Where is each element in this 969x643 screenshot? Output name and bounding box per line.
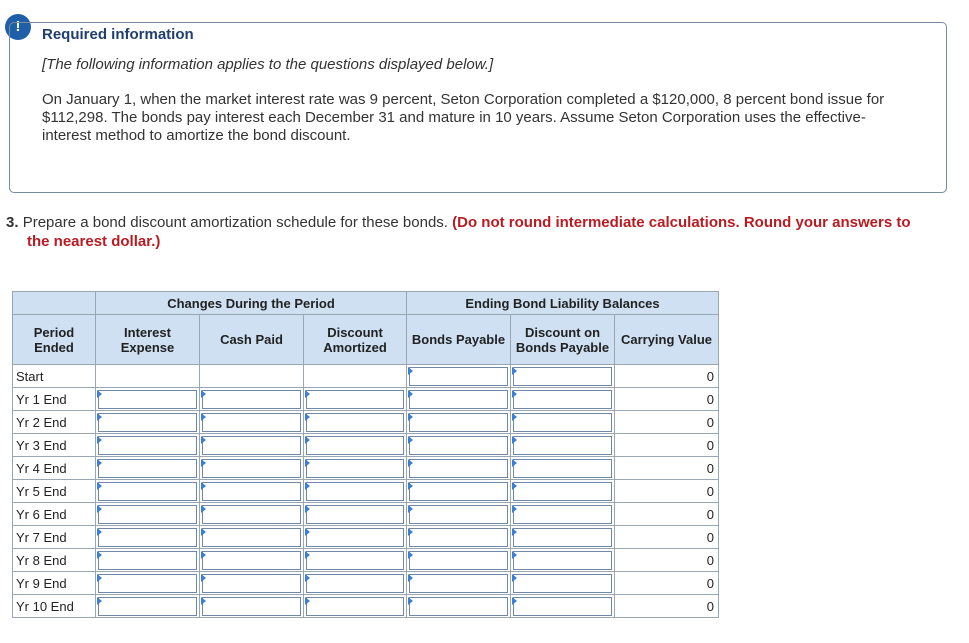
row-label: Yr 5 End — [13, 480, 96, 503]
input-marker-icon — [97, 459, 102, 467]
input-marker-icon — [512, 528, 517, 536]
col-carrying-value: Carrying Value — [615, 315, 719, 365]
question-hint-cont: the nearest dollar.) — [27, 233, 161, 250]
input-cash-paid[interactable] — [202, 413, 301, 432]
input-bonds-payable[interactable] — [409, 505, 508, 524]
input-cash-paid[interactable] — [202, 436, 301, 455]
input-interest-expense[interactable] — [98, 551, 197, 570]
input-marker-icon — [408, 551, 413, 559]
header-group-ending: Ending Bond Liability Balances — [407, 292, 719, 315]
table-row — [13, 595, 719, 618]
question-prompt — [6, 213, 956, 251]
input-marker-icon — [305, 505, 310, 513]
cell-discount-on-bonds-payable — [511, 434, 615, 457]
table-row — [13, 572, 719, 595]
cell-bonds-payable — [407, 595, 511, 618]
input-cash-paid[interactable] — [202, 574, 301, 593]
col-discount-on-bonds-payable: Discount on Bonds Payable — [511, 315, 615, 365]
input-marker-icon — [97, 482, 102, 490]
input-marker-icon — [97, 505, 102, 513]
input-marker-icon — [512, 482, 517, 490]
cell-interest-expense — [96, 388, 200, 411]
cell-discount-amortized — [304, 388, 407, 411]
input-marker-icon — [97, 551, 102, 559]
cell-discount-amortized — [304, 365, 407, 388]
cell-discount-on-bonds-payable — [511, 480, 615, 503]
table-row — [13, 365, 719, 388]
input-bonds-payable[interactable] — [409, 574, 508, 593]
cell-bonds-payable — [407, 503, 511, 526]
input-marker-icon — [97, 413, 102, 421]
cell-bonds-payable — [407, 365, 511, 388]
input-bonds-payable[interactable] — [409, 436, 508, 455]
table-row — [13, 434, 719, 457]
input-discount-amortized[interactable] — [306, 390, 404, 409]
input-marker-icon — [512, 390, 517, 398]
input-bonds-payable[interactable] — [409, 390, 508, 409]
cell-interest-expense — [96, 480, 200, 503]
input-marker-icon — [305, 413, 310, 421]
cell-discount-amortized — [304, 549, 407, 572]
table-row — [13, 457, 719, 480]
input-cash-paid[interactable] — [202, 528, 301, 547]
cell-cash-paid — [200, 457, 304, 480]
input-interest-expense[interactable] — [98, 482, 197, 501]
table-row — [13, 503, 719, 526]
input-marker-icon — [201, 574, 206, 582]
input-marker-icon — [305, 528, 310, 536]
input-interest-expense[interactable] — [98, 413, 197, 432]
input-interest-expense[interactable] — [98, 436, 197, 455]
cell-interest-expense — [96, 365, 200, 388]
input-bonds-payable[interactable] — [409, 367, 508, 386]
input-cash-paid[interactable] — [202, 390, 301, 409]
input-marker-icon — [408, 528, 413, 536]
carrying-value-cell: 0 — [615, 388, 719, 411]
input-discount-on-bonds-payable[interactable] — [513, 574, 612, 593]
input-marker-icon — [305, 459, 310, 467]
input-marker-icon — [305, 436, 310, 444]
row-label: Yr 10 End — [13, 595, 96, 618]
input-interest-expense[interactable] — [98, 459, 197, 478]
input-marker-icon — [201, 413, 206, 421]
cell-cash-paid — [200, 388, 304, 411]
carrying-value-cell: 0 — [615, 365, 719, 388]
cell-cash-paid — [200, 526, 304, 549]
cell-interest-expense — [96, 572, 200, 595]
input-cash-paid[interactable] — [202, 551, 301, 570]
cell-cash-paid — [200, 549, 304, 572]
input-interest-expense[interactable] — [98, 574, 197, 593]
input-marker-icon — [408, 505, 413, 513]
input-marker-icon — [201, 459, 206, 467]
cell-bonds-payable — [407, 549, 511, 572]
cell-discount-on-bonds-payable — [511, 388, 615, 411]
row-label: Yr 1 End — [13, 388, 96, 411]
input-cash-paid[interactable] — [202, 597, 301, 616]
carrying-value-cell: 0 — [615, 480, 719, 503]
carrying-value-cell: 0 — [615, 549, 719, 572]
col-cash-paid: Cash Paid — [200, 315, 304, 365]
input-marker-icon — [97, 574, 102, 582]
cell-discount-amortized — [304, 595, 407, 618]
row-label: Yr 3 End — [13, 434, 96, 457]
cell-discount-amortized — [304, 503, 407, 526]
carrying-value-cell: 0 — [615, 503, 719, 526]
input-marker-icon — [512, 551, 517, 559]
input-marker-icon — [512, 459, 517, 467]
cell-bonds-payable — [407, 572, 511, 595]
input-marker-icon — [201, 597, 206, 605]
carrying-value-cell: 0 — [615, 526, 719, 549]
cell-cash-paid — [200, 434, 304, 457]
row-label: Yr 9 End — [13, 572, 96, 595]
cell-interest-expense — [96, 457, 200, 480]
header-blank — [13, 292, 96, 315]
cell-bonds-payable — [407, 526, 511, 549]
cell-cash-paid — [200, 365, 304, 388]
input-bonds-payable[interactable] — [409, 413, 508, 432]
cell-discount-amortized — [304, 434, 407, 457]
input-marker-icon — [512, 505, 517, 513]
cell-discount-amortized — [304, 526, 407, 549]
cell-interest-expense — [96, 503, 200, 526]
table-row — [13, 480, 719, 503]
cell-cash-paid — [200, 411, 304, 434]
input-bonds-payable[interactable] — [409, 528, 508, 547]
cell-cash-paid — [200, 480, 304, 503]
cell-discount-on-bonds-payable — [511, 595, 615, 618]
input-marker-icon — [512, 574, 517, 582]
cell-cash-paid — [200, 572, 304, 595]
input-interest-expense[interactable] — [98, 390, 197, 409]
input-discount-on-bonds-payable[interactable] — [513, 459, 612, 478]
input-discount-on-bonds-payable[interactable] — [513, 390, 612, 409]
col-period-ended: Period Ended — [13, 315, 96, 365]
cell-discount-on-bonds-payable — [511, 411, 615, 434]
input-cash-paid[interactable] — [202, 505, 301, 524]
input-discount-on-bonds-payable[interactable] — [513, 482, 612, 501]
cell-discount-on-bonds-payable — [511, 457, 615, 480]
input-discount-on-bonds-payable[interactable] — [513, 505, 612, 524]
input-marker-icon — [408, 482, 413, 490]
amortization-schedule-table — [12, 291, 719, 618]
table-row — [13, 388, 719, 411]
cell-discount-on-bonds-payable — [511, 526, 615, 549]
row-label: Yr 2 End — [13, 411, 96, 434]
question-hint: (Do not round intermediate calculations. Round your answers to — [452, 214, 911, 231]
input-bonds-payable[interactable] — [409, 597, 508, 616]
cell-bonds-payable — [407, 434, 511, 457]
cell-discount-amortized — [304, 480, 407, 503]
input-marker-icon — [305, 574, 310, 582]
input-marker-icon — [97, 597, 102, 605]
input-marker-icon — [305, 390, 310, 398]
input-cash-paid[interactable] — [202, 482, 301, 501]
input-discount-amortized[interactable] — [306, 413, 404, 432]
input-marker-icon — [201, 505, 206, 513]
input-discount-amortized[interactable] — [306, 551, 404, 570]
cell-cash-paid — [200, 503, 304, 526]
input-marker-icon — [97, 436, 102, 444]
info-body: On January 1, when the market interest rate was 9 percent, Seton Corporation completed a $120,000, 8 percent bond issue for $112,298. The bonds pay interest each December 31 and mature in 10 years. Assume Seton Corporation uses the effective-interest method to amortize the bond discount. — [42, 91, 885, 144]
input-cash-paid[interactable] — [202, 459, 301, 478]
input-discount-amortized[interactable] — [306, 505, 404, 524]
col-discount-amortized: Discount Amortized — [304, 315, 407, 365]
cell-discount-on-bonds-payable — [511, 503, 615, 526]
info-title: Required information — [42, 26, 194, 43]
cell-discount-amortized — [304, 411, 407, 434]
input-discount-on-bonds-payable[interactable] — [513, 367, 612, 386]
cell-bonds-payable — [407, 411, 511, 434]
input-marker-icon — [408, 597, 413, 605]
cell-interest-expense — [96, 595, 200, 618]
row-label: Yr 8 End — [13, 549, 96, 572]
cell-discount-on-bonds-payable — [511, 365, 615, 388]
input-marker-icon — [408, 367, 413, 375]
input-marker-icon — [305, 482, 310, 490]
input-marker-icon — [201, 390, 206, 398]
input-marker-icon — [201, 528, 206, 536]
col-interest-expense: Interest Expense — [96, 315, 200, 365]
input-marker-icon — [305, 551, 310, 559]
header-group-changes: Changes During the Period — [96, 292, 407, 315]
input-discount-amortized[interactable] — [306, 574, 404, 593]
cell-bonds-payable — [407, 388, 511, 411]
input-discount-on-bonds-payable[interactable] — [513, 597, 612, 616]
input-interest-expense[interactable] — [98, 597, 197, 616]
input-interest-expense[interactable] — [98, 528, 197, 547]
input-discount-on-bonds-payable[interactable] — [513, 436, 612, 455]
carrying-value-cell: 0 — [615, 411, 719, 434]
input-marker-icon — [97, 390, 102, 398]
input-marker-icon — [305, 597, 310, 605]
input-discount-on-bonds-payable[interactable] — [513, 551, 612, 570]
input-marker-icon — [408, 436, 413, 444]
cell-interest-expense — [96, 411, 200, 434]
input-marker-icon — [201, 551, 206, 559]
cell-bonds-payable — [407, 457, 511, 480]
input-marker-icon — [408, 413, 413, 421]
input-discount-on-bonds-payable[interactable] — [513, 413, 612, 432]
cell-interest-expense — [96, 434, 200, 457]
table-row — [13, 549, 719, 572]
cell-discount-amortized — [304, 572, 407, 595]
info-subtitle: [The following information applies to the questions displayed below.] — [42, 56, 494, 73]
input-discount-amortized[interactable] — [306, 528, 404, 547]
table-row — [13, 526, 719, 549]
cell-cash-paid — [200, 595, 304, 618]
input-discount-amortized[interactable] — [306, 597, 404, 616]
cell-discount-on-bonds-payable — [511, 572, 615, 595]
cell-discount-amortized — [304, 457, 407, 480]
carrying-value-cell: 0 — [615, 572, 719, 595]
input-discount-amortized[interactable] — [306, 482, 404, 501]
cell-interest-expense — [96, 549, 200, 572]
table-row — [13, 411, 719, 434]
question-text: Prepare a bond discount amortization schedule for these bonds. — [22, 214, 448, 231]
input-marker-icon — [97, 528, 102, 536]
input-discount-on-bonds-payable[interactable] — [513, 528, 612, 547]
cell-discount-on-bonds-payable — [511, 549, 615, 572]
carrying-value-cell: 0 — [615, 457, 719, 480]
question-number: 3. — [6, 214, 19, 231]
input-bonds-payable[interactable] — [409, 482, 508, 501]
input-marker-icon — [408, 574, 413, 582]
input-marker-icon — [512, 367, 517, 375]
row-label: Yr 7 End — [13, 526, 96, 549]
row-label: Start — [13, 365, 96, 388]
input-marker-icon — [512, 413, 517, 421]
input-bonds-payable[interactable] — [409, 551, 508, 570]
input-discount-amortized[interactable] — [306, 436, 404, 455]
cell-bonds-payable — [407, 480, 511, 503]
carrying-value-cell: 0 — [615, 434, 719, 457]
cell-interest-expense — [96, 526, 200, 549]
input-marker-icon — [201, 482, 206, 490]
input-interest-expense[interactable] — [98, 505, 197, 524]
alert-icon: ! — [5, 14, 31, 40]
row-label: Yr 6 End — [13, 503, 96, 526]
row-label: Yr 4 End — [13, 457, 96, 480]
col-bonds-payable: Bonds Payable — [407, 315, 511, 365]
input-marker-icon — [408, 459, 413, 467]
input-marker-icon — [408, 390, 413, 398]
input-marker-icon — [512, 597, 517, 605]
carrying-value-cell: 0 — [615, 595, 719, 618]
input-marker-icon — [201, 436, 206, 444]
input-bonds-payable[interactable] — [409, 459, 508, 478]
input-discount-amortized[interactable] — [306, 459, 404, 478]
input-marker-icon — [512, 436, 517, 444]
